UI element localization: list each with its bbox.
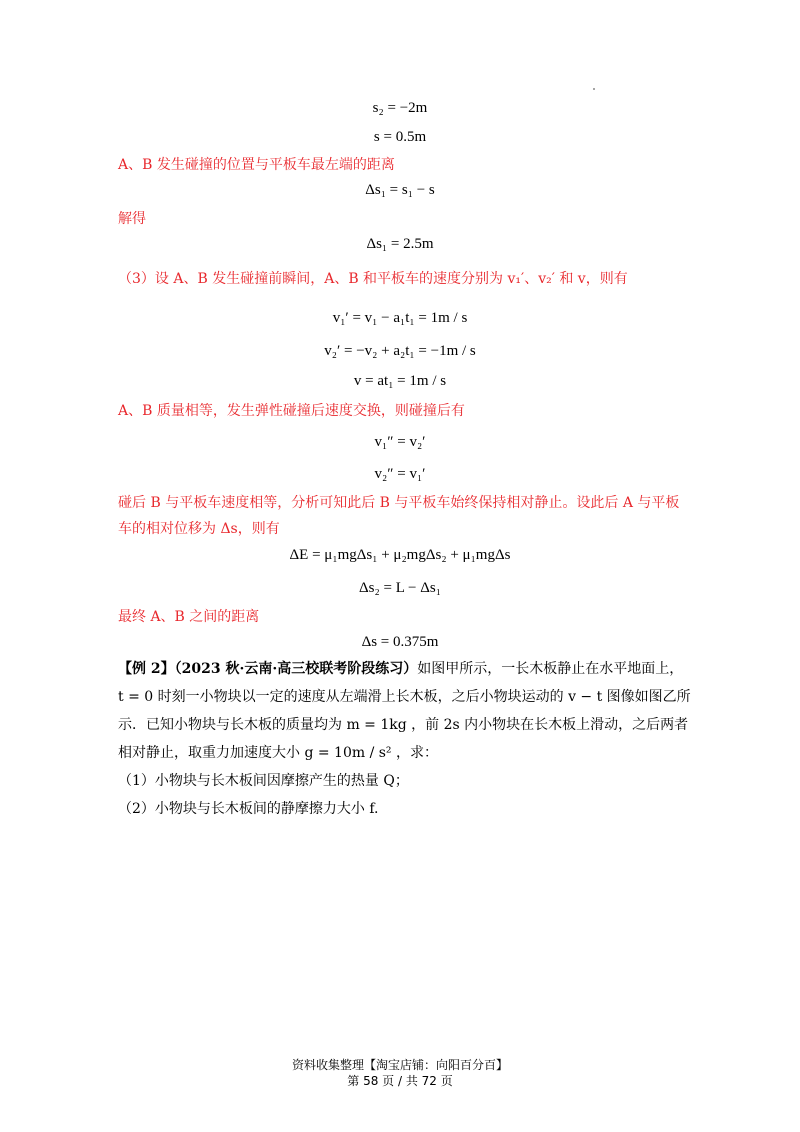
equation-v2-double-prime: v₂″ = v₁′ bbox=[374, 466, 426, 482]
text-after-collision-1: 碰后 B 与平板车速度相等，分析可知此后 B 与平板车始终保持相对静止。设此后 A 与平板 bbox=[118, 495, 680, 511]
example2-line4: 相对静止，取重力加速度大小 g = 10m / s² ，求： bbox=[118, 745, 438, 761]
equation-ds1-definition: Δs₁ = s₁ − s bbox=[365, 182, 435, 198]
example2-line3: 示．已知小物块与长木板的质量均为 m = 1kg ，前 2s 内小物块在长木板上滑动，之后两者 bbox=[118, 717, 689, 733]
equation-s: s = 0.5m bbox=[373, 129, 427, 145]
text-after-collision-2: 车的相对位移为 Δs，则有 bbox=[118, 521, 280, 537]
equation-v1-prime: v₁′ = v₁ − a₁t₁ = 1m / s bbox=[332, 310, 468, 326]
example2-line1 bbox=[118, 660, 683, 678]
question-2: （2）小物块与长木板间的静摩擦力大小 f. bbox=[118, 801, 379, 817]
equation-ds2: Δs₂ = L − Δs₁ bbox=[359, 580, 441, 596]
text-equal-mass: A、B 质量相等，发生弹性碰撞后速度交换，则碰撞后有 bbox=[118, 403, 465, 419]
footer-page-number: 第 58 页 / 共 72 页 bbox=[347, 1074, 453, 1088]
equation-ds-final: Δs = 0.375m bbox=[361, 634, 439, 650]
example2-line2: t = 0 时刻一小物块以一定的速度从左端滑上长木板，之后小物块运动的 v − t 图像如图乙所 bbox=[118, 689, 691, 705]
equation-ds1-value: Δs₁ = 2.5m bbox=[366, 236, 434, 252]
equation-energy: ΔE = μ₁mgΔs₁ + μ₂mgΔs₂ + μ₁mgΔs bbox=[289, 547, 511, 563]
text-collision-position: A、B 发生碰撞的位置与平板车最左端的距离 bbox=[118, 157, 395, 173]
equation-s2: s₂ = −2m bbox=[372, 100, 428, 116]
text-final-distance: 最终 A、B 之间的距离 bbox=[118, 609, 260, 625]
example2-tag: 【例 2】（2023 秋·云南·高三校联考阶段练习） bbox=[118, 661, 418, 677]
footer-source: 资料收集整理【淘宝店铺：向阳百分百】 bbox=[291, 1058, 508, 1072]
stray-dot bbox=[593, 88, 595, 90]
equation-v: v = at₁ = 1m / s bbox=[353, 373, 447, 389]
equation-v2-prime: v₂′ = −v₂ + a₂t₁ = −1m / s bbox=[324, 343, 476, 359]
text-part3: （3）设 A、B 发生碰撞前瞬间，A、B 和平板车的速度分别为 v₁′、v₂′ 和 v，则有 bbox=[118, 271, 628, 287]
text-solve: 解得 bbox=[118, 211, 146, 227]
example2-intro: 如图甲所示，一长木板静止在水平地面上， bbox=[417, 661, 684, 677]
equation-v1-double-prime: v₁″ = v₂′ bbox=[374, 434, 426, 450]
question-1: （1）小物块与长木板间因摩擦产生的热量 Q； bbox=[118, 773, 409, 789]
